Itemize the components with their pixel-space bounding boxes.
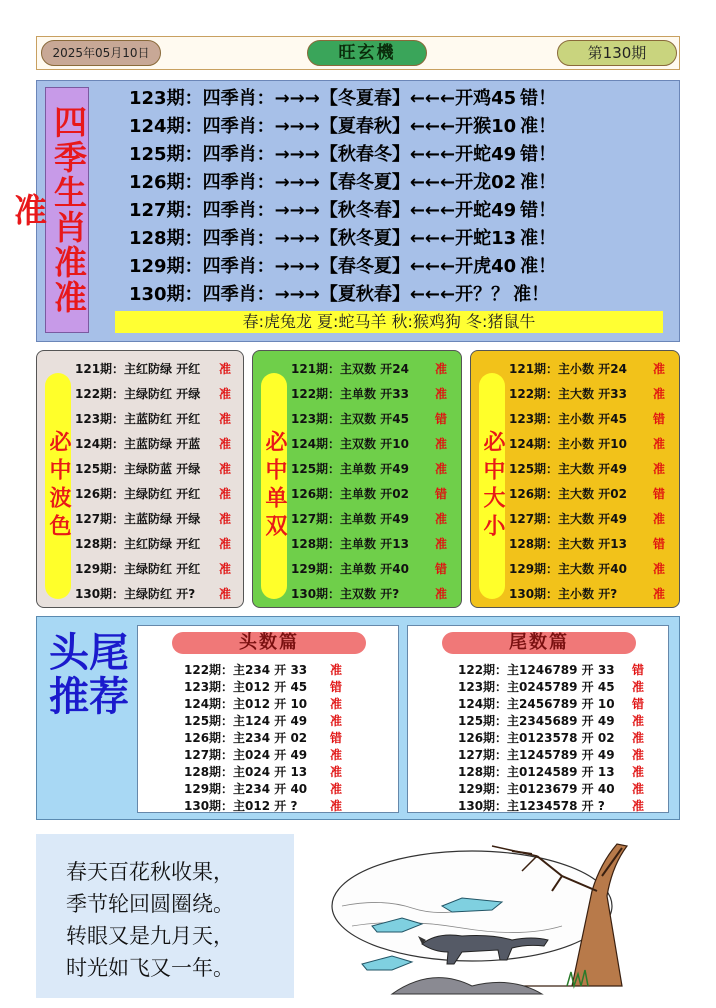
prediction-row <box>509 357 666 382</box>
date-label: 2025年05月10日 <box>41 40 161 66</box>
prediction-row <box>75 432 232 457</box>
site-logo: 旺玄機 <box>307 40 427 66</box>
odd-even-tag: 必中单双 <box>261 373 287 599</box>
wave-color-tag: 必中波色 <box>45 373 71 599</box>
season-result: 错！ <box>520 200 557 221</box>
season-result: 准！ <box>513 284 550 305</box>
result-mark: 准 <box>435 437 448 451</box>
season-pick: 【春冬夏】 <box>319 256 410 277</box>
arrow-right-icon: →→→ <box>274 144 320 165</box>
prediction-row <box>509 557 666 582</box>
prediction-text: 121期：主双数 开24 <box>291 362 409 376</box>
result-mark: 准 <box>219 487 232 501</box>
result-mark: 准 <box>632 714 645 728</box>
head-tail-row <box>458 747 645 764</box>
prediction-text: 127期：主大数 开49 <box>509 512 627 526</box>
result-mark: 准 <box>219 537 232 551</box>
arrow-right-icon: →→→ <box>274 172 320 193</box>
head-tail-text: 126期：主234 开 02 <box>184 731 308 745</box>
season-issue: 125期： <box>129 144 203 165</box>
head-tail-row <box>458 781 645 798</box>
result-mark: 错 <box>632 663 645 677</box>
season-row <box>129 141 556 169</box>
season-issue: 127期： <box>129 200 203 221</box>
issue-number: 第130期 <box>557 40 677 66</box>
prediction-text: 129期：主大数 开40 <box>509 562 627 576</box>
season-label: 四季肖： <box>202 172 275 193</box>
result-mark: 准 <box>653 587 666 601</box>
season-row <box>129 253 556 281</box>
prediction-text: 129期：主绿防红 开红 <box>75 562 201 576</box>
result-mark: 准 <box>330 782 343 796</box>
result-mark: 准 <box>653 437 666 451</box>
head-tail-text: 122期：主1246789 开 33 <box>458 663 615 677</box>
prediction-row <box>75 532 232 557</box>
season-row <box>129 281 549 309</box>
season-open: 开蛇49 <box>455 144 517 165</box>
prediction-row <box>291 582 448 607</box>
prediction-row <box>509 432 666 457</box>
prediction-text: 123期：主双数 开45 <box>291 412 409 426</box>
arrow-right-icon: →→→ <box>274 284 320 305</box>
prediction-text: 125期：主单数 开49 <box>291 462 409 476</box>
result-mark: 准 <box>219 562 232 576</box>
big-small-box <box>470 350 680 608</box>
arrow-left-icon: ←←← <box>409 144 456 165</box>
season-result: 准！ <box>520 172 557 193</box>
season-pick: 【春冬夏】 <box>319 172 410 193</box>
season-label: 四季肖： <box>202 144 275 165</box>
poem-line: 转眼又是九月天， <box>66 924 234 948</box>
head-tail-text: 124期：主2456789 开 10 <box>458 697 615 711</box>
season-open: 开蛇13 <box>455 228 517 249</box>
season-issue: 130期： <box>129 284 203 305</box>
head-tail-row <box>184 781 343 798</box>
head-tail-text: 128期：主024 开 13 <box>184 765 308 779</box>
arrow-left-icon: ←←← <box>409 116 456 137</box>
arrow-left-icon: ←←← <box>409 256 456 277</box>
prediction-text: 128期：主红防绿 开红 <box>75 537 201 551</box>
prediction-row <box>509 507 666 532</box>
prediction-row <box>75 357 232 382</box>
season-label: 四季肖： <box>202 200 275 221</box>
result-mark: 准 <box>632 799 645 813</box>
season-panel-title: 四季生肖准准准 <box>45 87 89 333</box>
head-tail-text: 127期：主1245789 开 49 <box>458 748 615 762</box>
prediction-text: 125期：主绿防蓝 开绿 <box>75 462 201 476</box>
result-mark: 准 <box>632 765 645 779</box>
head-tail-row <box>458 798 645 815</box>
season-result: 错！ <box>520 144 557 165</box>
result-mark: 准 <box>632 782 645 796</box>
result-mark: 准 <box>219 462 232 476</box>
prediction-row <box>291 382 448 407</box>
season-issue: 129期： <box>129 256 203 277</box>
head-tail-text: 124期：主012 开 10 <box>184 697 308 711</box>
arrow-right-icon: →→→ <box>274 200 320 221</box>
head-tail-row <box>184 679 343 696</box>
arrow-right-icon: →→→ <box>274 228 320 249</box>
arrow-right-icon: →→→ <box>274 116 320 137</box>
prediction-row <box>75 582 232 607</box>
prediction-text: 121期：主红防绿 开红 <box>75 362 201 376</box>
head-tail-row <box>458 730 645 747</box>
head-tail-row <box>184 798 343 815</box>
season-issue: 124期： <box>129 116 203 137</box>
season-label: 四季肖： <box>202 88 275 109</box>
prediction-text: 123期：主小数 开45 <box>509 412 627 426</box>
result-mark: 错 <box>435 487 448 501</box>
head-tail-text: 128期：主0124589 开 13 <box>458 765 615 779</box>
result-mark: 准 <box>330 799 343 813</box>
season-label: 四季肖： <box>202 284 275 305</box>
season-result: 准！ <box>520 256 557 277</box>
result-mark: 准 <box>632 748 645 762</box>
season-pick: 【夏秋春】 <box>319 284 410 305</box>
result-mark: 准 <box>435 462 448 476</box>
prediction-row <box>509 582 666 607</box>
head-tail-row <box>458 713 645 730</box>
result-mark: 错 <box>653 487 666 501</box>
prediction-text: 127期：主单数 开49 <box>291 512 409 526</box>
header-bar <box>36 36 680 70</box>
head-number-box <box>137 625 399 813</box>
head-tail-text: 130期：主012 开 ? <box>184 799 298 813</box>
result-mark: 准 <box>435 512 448 526</box>
season-label: 四季肖： <box>202 256 275 277</box>
arrow-left-icon: ←←← <box>409 172 456 193</box>
head-tail-text: 126期：主0123578 开 02 <box>458 731 615 745</box>
result-mark: 准 <box>219 512 232 526</box>
result-mark: 错 <box>632 697 645 711</box>
poem-line: 季节轮回圆圈绕。 <box>66 892 234 916</box>
prediction-row <box>291 532 448 557</box>
poem-line: 时光如飞又一年。 <box>66 956 234 980</box>
prediction-text: 123期：主蓝防红 开红 <box>75 412 201 426</box>
poem-box <box>36 834 294 998</box>
prediction-row <box>75 407 232 432</box>
season-issue: 128期： <box>129 228 203 249</box>
season-pick: 【秋冬夏】 <box>319 228 410 249</box>
prediction-text: 127期：主蓝防绿 开绿 <box>75 512 201 526</box>
prediction-row <box>75 382 232 407</box>
season-legend: 春:虎兔龙 夏:蛇马羊 秋:猴鸡狗 冬:猪鼠牛 <box>115 311 663 333</box>
result-mark: 准 <box>653 512 666 526</box>
season-pick: 【秋冬春】 <box>319 200 410 221</box>
result-mark: 准 <box>435 362 448 376</box>
result-mark: 准 <box>219 387 232 401</box>
prediction-row <box>291 432 448 457</box>
result-mark: 错 <box>653 537 666 551</box>
season-row <box>129 85 556 113</box>
season-open: 开鸡45 <box>455 88 517 109</box>
head-tail-row <box>458 764 645 781</box>
result-mark: 准 <box>219 362 232 376</box>
result-mark: 准 <box>435 387 448 401</box>
prediction-text: 128期：主单数 开13 <box>291 537 409 551</box>
arrow-left-icon: ←←← <box>409 88 456 109</box>
head-tail-panel <box>36 616 680 820</box>
head-tail-text: 125期：主2345689 开 49 <box>458 714 615 728</box>
result-mark: 错 <box>435 412 448 426</box>
arrow-left-icon: ←←← <box>409 228 456 249</box>
prediction-text: 125期：主大数 开49 <box>509 462 627 476</box>
head-tail-text: 129期：主234 开 40 <box>184 782 308 796</box>
result-mark: 错 <box>653 412 666 426</box>
head-tail-row <box>458 696 645 713</box>
result-mark: 准 <box>653 562 666 576</box>
season-zodiac-panel <box>9 80 680 342</box>
season-issue: 126期： <box>129 172 203 193</box>
season-pick: 【秋春冬】 <box>319 144 410 165</box>
prediction-row <box>291 457 448 482</box>
season-open: 开虎40 <box>455 256 517 277</box>
season-row <box>129 113 556 141</box>
result-mark: 错 <box>330 731 343 745</box>
result-mark: 准 <box>330 714 343 728</box>
result-mark: 准 <box>653 387 666 401</box>
prediction-row <box>75 482 232 507</box>
prediction-text: 124期：主小数 开10 <box>509 437 627 451</box>
season-issue: 123期： <box>129 88 203 109</box>
head-tail-row <box>184 662 343 679</box>
season-open: 开猴10 <box>455 116 517 137</box>
prediction-text: 130期：主小数 开? <box>509 587 618 601</box>
result-mark: 准 <box>653 362 666 376</box>
poem-line: 春天百花秋收果， <box>66 860 234 884</box>
prediction-text: 126期：主大数 开02 <box>509 487 627 501</box>
prediction-text: 130期：主绿防红 开? <box>75 587 196 601</box>
head-tail-text: 125期：主124 开 49 <box>184 714 308 728</box>
head-tail-row <box>184 713 343 730</box>
result-mark: 准 <box>330 748 343 762</box>
prediction-row <box>509 382 666 407</box>
head-tail-row <box>458 679 645 696</box>
prediction-text: 129期：主单数 开40 <box>291 562 409 576</box>
prediction-text: 128期：主大数 开13 <box>509 537 627 551</box>
result-mark: 准 <box>330 765 343 779</box>
prediction-row <box>75 507 232 532</box>
head-tail-text: 123期：主0245789 开 45 <box>458 680 615 694</box>
season-row <box>129 169 556 197</box>
prediction-text: 122期：主大数 开33 <box>509 387 627 401</box>
head-tail-text: 127期：主024 开 49 <box>184 748 308 762</box>
prediction-text: 126期：主单数 开02 <box>291 487 409 501</box>
head-tail-text: 123期：主012 开 45 <box>184 680 308 694</box>
season-open: 开龙02 <box>455 172 517 193</box>
season-label: 四季肖： <box>202 116 275 137</box>
prediction-row <box>509 532 666 557</box>
season-open: 开蛇49 <box>455 200 517 221</box>
prediction-text: 121期：主小数 开24 <box>509 362 627 376</box>
result-mark: 准 <box>330 697 343 711</box>
result-mark: 错 <box>330 680 343 694</box>
season-label: 四季肖： <box>202 228 275 249</box>
prediction-row <box>291 557 448 582</box>
odd-even-box <box>252 350 462 608</box>
season-result: 错！ <box>520 88 557 109</box>
result-mark: 准 <box>219 587 232 601</box>
prediction-row <box>75 557 232 582</box>
prediction-text: 122期：主绿防红 开绿 <box>75 387 201 401</box>
season-pick: 【夏春秋】 <box>319 116 410 137</box>
prediction-row <box>509 482 666 507</box>
result-mark: 准 <box>632 731 645 745</box>
head-tail-row <box>184 696 343 713</box>
head-tail-text: 122期：主234 开 33 <box>184 663 308 677</box>
result-mark: 错 <box>435 562 448 576</box>
head-tail-row <box>458 662 645 679</box>
head-tail-row <box>184 747 343 764</box>
head-tail-row <box>184 764 343 781</box>
prediction-row <box>291 357 448 382</box>
arrow-left-icon: ←←← <box>409 200 456 221</box>
result-mark: 准 <box>435 587 448 601</box>
head-number-header: 头数篇 <box>172 632 366 654</box>
arrow-right-icon: →→→ <box>274 256 320 277</box>
prediction-text: 126期：主绿防红 开红 <box>75 487 201 501</box>
tail-number-box <box>407 625 669 813</box>
head-tail-text: 129期：主0123679 开 40 <box>458 782 615 796</box>
wave-color-box <box>36 350 244 608</box>
prediction-text: 124期：主双数 开10 <box>291 437 409 451</box>
season-open: 开？？ <box>455 284 510 305</box>
season-row <box>129 225 556 253</box>
result-mark: 准 <box>435 537 448 551</box>
tail-number-header: 尾数篇 <box>442 632 636 654</box>
head-tail-title: 头尾推荐 <box>49 629 129 720</box>
arrow-left-icon: ←←← <box>409 284 456 305</box>
prediction-row <box>291 482 448 507</box>
season-result: 准！ <box>520 116 557 137</box>
prediction-row <box>509 457 666 482</box>
result-mark: 准 <box>219 437 232 451</box>
result-mark: 准 <box>632 680 645 694</box>
arrow-right-icon: →→→ <box>274 88 320 109</box>
prediction-text: 130期：主双数 开? <box>291 587 400 601</box>
result-mark: 准 <box>653 462 666 476</box>
prediction-row <box>509 407 666 432</box>
prediction-row <box>291 507 448 532</box>
result-mark: 准 <box>330 663 343 677</box>
season-row <box>129 197 556 225</box>
season-pick: 【冬夏春】 <box>319 88 410 109</box>
prediction-row <box>291 407 448 432</box>
result-mark: 准 <box>219 412 232 426</box>
season-result: 准！ <box>520 228 557 249</box>
prediction-text: 124期：主蓝防绿 开蓝 <box>75 437 201 451</box>
prediction-row <box>75 457 232 482</box>
big-small-tag: 必中大小 <box>479 373 505 599</box>
prediction-text: 122期：主单数 开33 <box>291 387 409 401</box>
wildcat-tree-landscape-icon <box>322 836 662 996</box>
head-tail-row <box>184 730 343 747</box>
head-tail-text: 130期：主1234578 开 ? <box>458 799 605 813</box>
